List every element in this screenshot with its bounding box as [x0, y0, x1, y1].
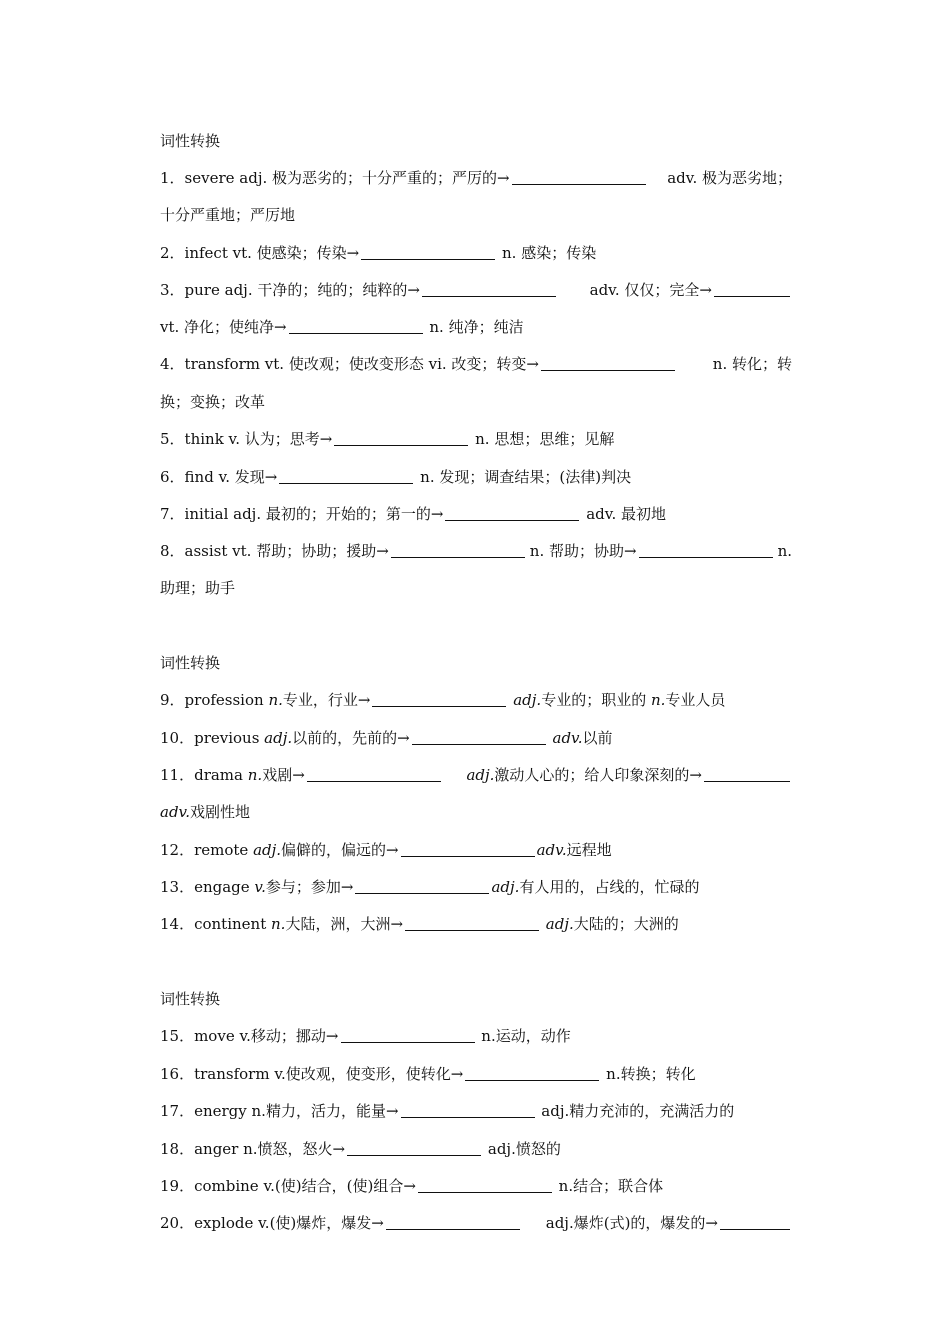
item-text: n. 纯净；纯洁: [429, 318, 524, 336]
section-heading: 词性转换: [160, 654, 221, 672]
item-13: [160, 877, 792, 897]
item-text: adj.愤怒的: [487, 1140, 561, 1158]
answer-blank[interactable]: [639, 543, 773, 558]
answer-blank[interactable]: [445, 506, 579, 521]
item-text: n.运动，动作: [481, 1027, 571, 1045]
item-4-continued: 换；变换；改革: [160, 393, 266, 411]
pos-label: adj.: [264, 729, 293, 747]
section-heading: 词性转换: [160, 990, 221, 1008]
item-text: adv. 最初地: [586, 505, 666, 523]
answer-blank[interactable]: [714, 282, 790, 297]
pos-label: n.: [650, 691, 666, 709]
answer-blank[interactable]: [401, 1103, 535, 1118]
item-text: adj.精力充沛的，充满活力的: [541, 1102, 735, 1120]
item-text: adv. 仅仅；完全→: [589, 281, 712, 299]
pos-label: adj.: [253, 841, 282, 859]
answer-blank[interactable]: [422, 282, 556, 297]
item-text: 4．transform vt. 使改观；使改变形态 vi. 改变；转变→: [160, 355, 539, 373]
answer-blank[interactable]: [361, 245, 495, 260]
item-12: [160, 840, 792, 860]
answer-blank[interactable]: [307, 767, 441, 782]
item-text: vt. 净化；使纯净→: [160, 318, 287, 336]
item-9: [160, 690, 792, 710]
item-1: [160, 168, 792, 188]
item-15: [160, 1026, 792, 1046]
item-text: 18．anger n.愤怒，怒火→: [160, 1140, 346, 1158]
answer-blank[interactable]: [386, 1215, 520, 1230]
item-text: 16．transform v.使改观，使变形，使转化→: [160, 1065, 464, 1083]
item-20: [160, 1213, 792, 1233]
item-11: [160, 765, 792, 785]
item-text: 17．energy n.精力，活力，能量→: [160, 1102, 399, 1120]
pos-label: adj.: [545, 915, 574, 933]
item-text: 20．explode v.(使)爆炸，爆发→: [160, 1214, 384, 1232]
pos-label: n.: [247, 766, 263, 784]
answer-blank[interactable]: [391, 543, 525, 558]
item-text: 6．find v. 发现→: [160, 468, 278, 486]
answer-blank[interactable]: [405, 916, 539, 931]
answer-blank[interactable]: [418, 1178, 552, 1193]
item-19: [160, 1176, 792, 1196]
answer-blank[interactable]: [401, 842, 535, 857]
item-3: [160, 280, 792, 300]
item-text: 13．engage: [160, 878, 255, 896]
item-1-continued: 十分严重地；严厉地: [160, 206, 296, 224]
item-text: 激动人心的；给人印象深刻的→: [494, 766, 702, 784]
answer-blank[interactable]: [465, 1066, 599, 1081]
item-text: 大陆，洲，大洲→: [285, 915, 404, 933]
item-text: 以前: [582, 729, 613, 747]
pos-label: v.: [254, 878, 266, 896]
item-text: n.结合；联合体: [558, 1177, 664, 1195]
item-text: n.转换；转化: [606, 1065, 696, 1083]
item-text: 偏僻的，偏远的→: [281, 841, 399, 859]
item-text: 参与；参加→: [265, 878, 354, 896]
answer-blank[interactable]: [541, 356, 675, 371]
answer-blank[interactable]: [412, 730, 546, 745]
item-3-continued: [160, 317, 792, 337]
item-text: 9．profession: [160, 691, 269, 709]
pos-label: adj.: [466, 766, 495, 784]
item-text: adj.爆炸(式)的，爆发的→: [545, 1214, 718, 1232]
item-text: 戏剧→: [262, 766, 305, 784]
item-text: n. 帮助；协助→: [529, 542, 637, 560]
item-text: 1．severe adj. 极为恶劣的；十分严重的；严厉的→: [160, 169, 510, 187]
section-heading: 词性转换: [160, 132, 221, 150]
pos-label: n.: [268, 691, 283, 709]
answer-blank[interactable]: [355, 879, 489, 894]
answer-blank[interactable]: [289, 319, 423, 334]
pos-label: adj.: [513, 691, 542, 709]
item-text: n. 感染；传染: [502, 244, 597, 262]
item-11-continued: [160, 802, 792, 822]
pos-label: adj.: [491, 878, 520, 896]
item-text: n. 转化；转: [712, 355, 792, 373]
item-text: 专业，行业→: [282, 691, 371, 709]
item-text: n. 发现；调查结果；(法律)判决: [420, 468, 632, 486]
answer-blank[interactable]: [512, 170, 646, 185]
item-text: 15．move v.移动；挪动→: [160, 1027, 339, 1045]
item-5: [160, 429, 792, 449]
item-text: 14．continent: [160, 915, 271, 933]
item-16: [160, 1064, 792, 1084]
item-14: [160, 914, 792, 934]
item-text: n. 思想；思维；见解: [475, 430, 615, 448]
pos-label: adv.: [536, 841, 567, 859]
pos-label: adv.: [552, 729, 583, 747]
item-text: 19．combine v.(使)结合，(使)组合→: [160, 1177, 416, 1195]
item-8-continued: 助理；助手: [160, 579, 236, 597]
item-text: 8．assist vt. 帮助；协助；援助→: [160, 542, 389, 560]
item-6: [160, 467, 792, 487]
item-text: 专业人员: [665, 691, 726, 709]
item-text: 2．infect vt. 使感染；传染→: [160, 244, 360, 262]
item-text: 10．previous: [160, 729, 265, 747]
item-17: [160, 1101, 792, 1121]
answer-blank[interactable]: [372, 692, 506, 707]
item-text: 12．remote: [160, 841, 254, 859]
item-text: adv. 极为恶劣地；: [667, 169, 792, 187]
pos-label: adv.: [160, 803, 191, 821]
answer-blank[interactable]: [341, 1028, 475, 1043]
answer-blank[interactable]: [334, 431, 468, 446]
item-text: 大陆的；大洲的: [573, 915, 679, 933]
item-10: [160, 728, 792, 748]
answer-blank[interactable]: [704, 767, 790, 782]
item-text: n.: [777, 542, 792, 560]
item-text: 3．pure adj. 干净的；纯的；纯粹的→: [160, 281, 420, 299]
item-text: 5．think v. 认为；思考→: [160, 430, 333, 448]
item-18: [160, 1139, 792, 1159]
item-2: [160, 243, 792, 263]
item-4: [160, 354, 792, 374]
item-7: [160, 504, 792, 524]
item-8: [160, 541, 792, 561]
answer-blank[interactable]: [279, 469, 413, 484]
item-text: 戏剧性地: [190, 803, 251, 821]
answer-blank[interactable]: [720, 1215, 790, 1230]
answer-blank[interactable]: [347, 1141, 481, 1156]
item-text: 有人用的，占线的，忙碌的: [519, 878, 700, 896]
item-text: 11．drama: [160, 766, 248, 784]
pos-label: n.: [271, 915, 286, 933]
item-text: 远程地: [566, 841, 612, 859]
item-text: 7．initial adj. 最初的；开始的；第一的→: [160, 505, 444, 523]
item-text: 专业的；职业的: [541, 691, 651, 709]
item-text: 以前的，先前的→: [292, 729, 410, 747]
